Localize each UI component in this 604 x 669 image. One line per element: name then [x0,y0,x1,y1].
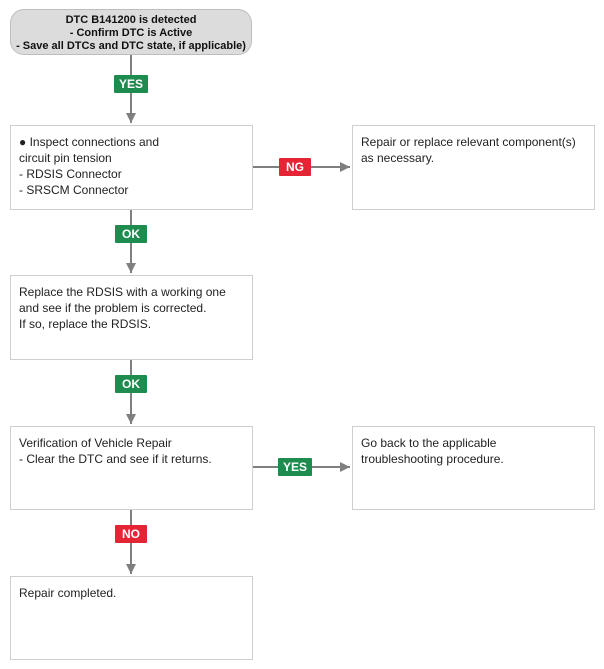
step-text-line: ● Inspect connections and [19,135,160,149]
ng-badge: NG [279,158,311,176]
step-text-line: Verification of Vehicle Repair [19,436,172,450]
step-text-line: - Clear the DTC and see if it returns. [19,452,212,466]
step-repair-completed [10,576,253,660]
step-text-line: Repair or replace relevant component(s) [361,135,576,149]
step-text-line: - RDSIS Connector [19,167,122,181]
step-text-line: Replace the RDSIS with a working one [19,285,226,299]
step-inspect-connections [10,125,253,210]
start-line: DTC B141200 is detected [65,14,197,26]
yes-badge: YES [278,458,312,476]
start-line: - Save all DTCs and DTC state, if applicable) [16,40,246,52]
ok-badge: OK [115,225,147,243]
step-text-line: - SRSCM Connector [19,183,129,197]
start-node-dtc-detected [10,9,252,55]
step-text-line: Go back to the applicable [361,436,497,450]
step-text-line: as necessary. [361,151,435,165]
start-line: - Confirm DTC is Active [69,27,193,39]
yes-badge: YES [114,75,148,93]
step-verification-of-repair [10,426,253,510]
ok-badge: OK [115,375,147,393]
step-repair-or-replace [352,125,595,210]
step-text-line: If so, replace the RDSIS. [19,317,152,331]
step-text-line: and see if the problem is corrected. [19,301,207,315]
step-go-back-troubleshooting [352,426,595,510]
no-badge: NO [115,525,147,543]
step-text-line: troubleshooting procedure. [361,452,504,466]
step-replace-rdsis [10,275,253,360]
step-text-line: circuit pin tension [19,151,112,165]
step-text-line: Repair completed. [19,586,117,600]
